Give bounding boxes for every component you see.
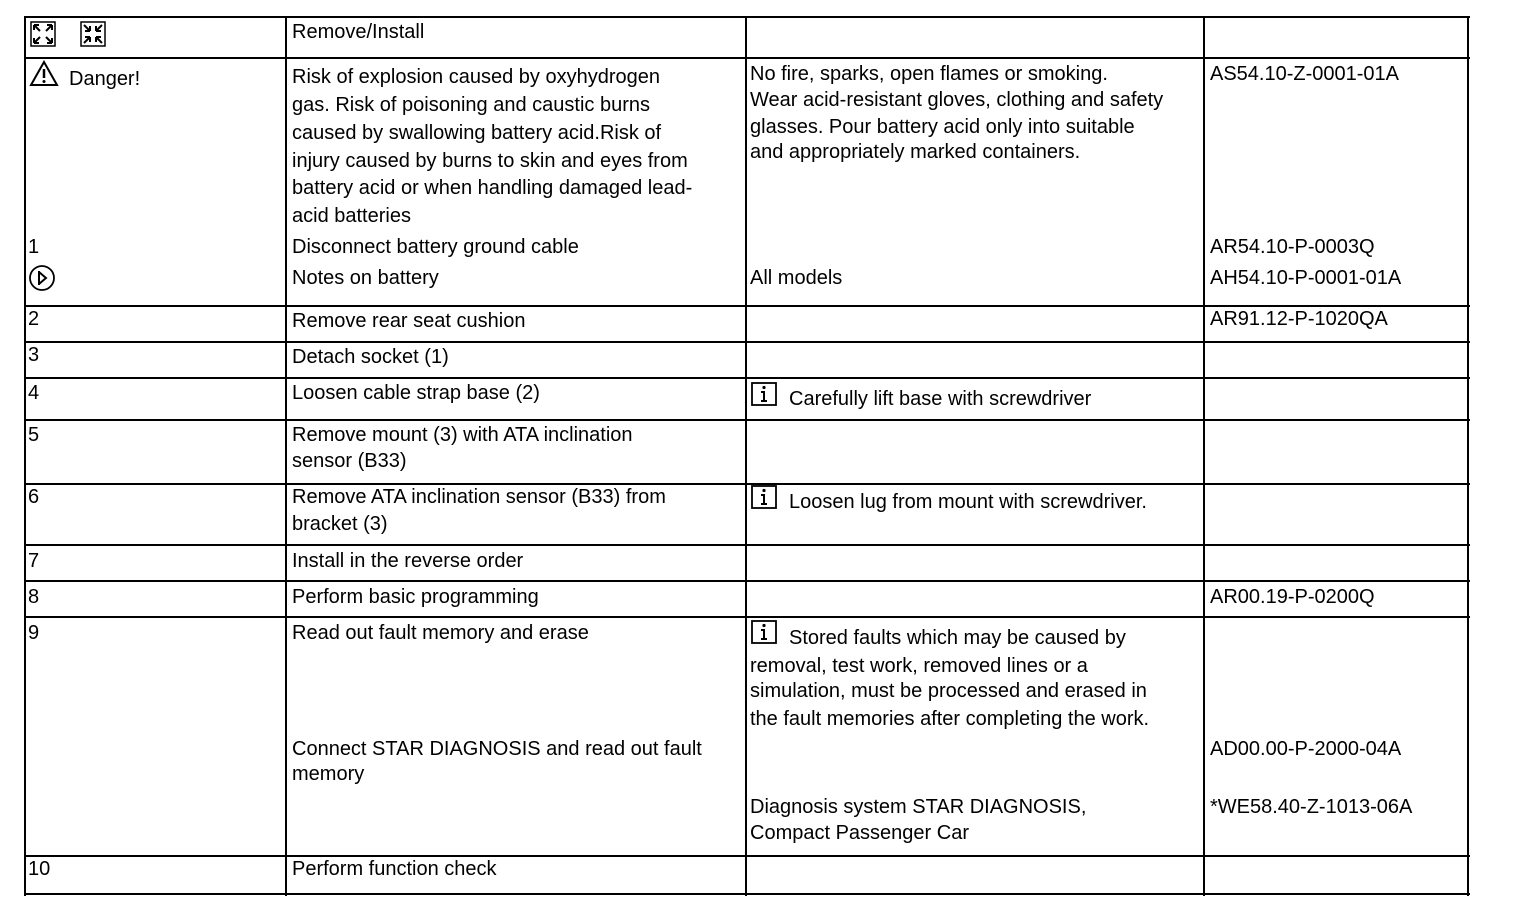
step-action: Detach socket (1) xyxy=(292,346,449,368)
step-action: Remove rear seat cushion xyxy=(292,310,526,332)
procedure-table xyxy=(24,16,1470,896)
step-info-line: removal, test work, removed lines or a xyxy=(750,655,1088,677)
step-number: 8 xyxy=(28,586,40,608)
row-divider xyxy=(24,616,1470,618)
step-action: Perform basic programming xyxy=(292,586,539,608)
column-divider xyxy=(1203,16,1205,896)
step-tool-line: Compact Passenger Car xyxy=(750,822,969,844)
step-sub-action-line: Connect STAR DIAGNOSIS and read out fault xyxy=(292,738,702,760)
notes-icon[interactable] xyxy=(28,264,56,298)
column-divider xyxy=(285,16,287,896)
step-ref-link[interactable]: AR00.19-P-0200Q xyxy=(1210,586,1375,608)
danger-risk-line: caused by swallowing battery acid.Risk of xyxy=(292,122,662,144)
table-border-bottom xyxy=(24,893,1470,895)
step-action-line: Remove ATA inclination sensor (B33) from xyxy=(292,486,666,508)
column-divider xyxy=(745,16,747,896)
table-border-left xyxy=(24,16,26,896)
row-divider xyxy=(24,544,1470,546)
step-number: 2 xyxy=(28,308,40,330)
danger-ref-link[interactable]: AS54.10-Z-0001-01A xyxy=(1210,63,1400,85)
row-divider xyxy=(24,483,1470,485)
step-number: 4 xyxy=(28,382,40,404)
danger-measure-line: glasses. Pour battery acid only into suitable xyxy=(750,116,1135,138)
step-number: 6 xyxy=(28,486,40,508)
warning-triangle-icon xyxy=(29,60,59,93)
danger-risk-line: acid batteries xyxy=(292,205,411,227)
row-divider xyxy=(24,855,1470,857)
danger-risk-line: injury caused by burns to skin and eyes from xyxy=(292,150,688,172)
step-action: Install in the reverse order xyxy=(292,550,524,572)
step-info: Carefully lift base with screwdriver xyxy=(789,388,1092,410)
info-icon xyxy=(751,620,777,650)
step-info-line: Stored faults which may be caused by xyxy=(789,627,1126,649)
step-number: 3 xyxy=(28,344,40,366)
row-divider xyxy=(24,419,1470,421)
step-info-line: simulation, must be processed and erased in xyxy=(750,680,1147,702)
step-action: Disconnect battery ground cable xyxy=(292,236,579,258)
info-icon xyxy=(751,485,777,515)
row-divider xyxy=(24,377,1470,379)
step-action: Loosen cable strap base (2) xyxy=(292,382,540,404)
danger-label: Danger! xyxy=(69,68,141,90)
step-ref-link[interactable]: AD00.00-P-2000-04A xyxy=(1210,738,1402,760)
step-info-line: the fault memories after completing the work. xyxy=(750,708,1150,730)
step-ref-link[interactable]: AR54.10-P-0003Q xyxy=(1210,236,1375,258)
expand-icon[interactable] xyxy=(30,21,56,53)
danger-measure-line: No fire, sparks, open flames or smoking. xyxy=(750,63,1108,85)
step-info: Loosen lug from mount with screwdriver. xyxy=(789,491,1147,513)
step-action: Notes on battery xyxy=(292,267,439,289)
row-divider xyxy=(24,580,1470,582)
step-action: Perform function check xyxy=(292,858,497,880)
step-ref-link[interactable]: AH54.10-P-0001-01A xyxy=(1210,267,1402,289)
step-note: All models xyxy=(750,267,843,289)
danger-risk-line: Risk of explosion caused by oxyhydrogen xyxy=(292,66,660,88)
page-title: Remove/Install xyxy=(292,21,425,43)
step-sub-action-line: memory xyxy=(292,763,365,785)
step-tool-line: Diagnosis system STAR DIAGNOSIS, xyxy=(750,796,1087,818)
danger-risk-line: battery acid or when handling damaged lead- xyxy=(292,177,693,199)
step-action-line: bracket (3) xyxy=(292,513,388,535)
step-number: 9 xyxy=(28,622,40,644)
table-border-right xyxy=(1467,16,1469,896)
row-divider xyxy=(24,341,1470,343)
info-icon xyxy=(751,382,777,412)
step-action-line: sensor (B33) xyxy=(292,450,407,472)
collapse-icon[interactable] xyxy=(80,21,106,53)
danger-measure-line: and appropriately marked containers. xyxy=(750,141,1081,163)
danger-risk-line: gas. Risk of poisoning and caustic burns xyxy=(292,94,650,116)
step-number: 7 xyxy=(28,550,40,572)
step-ref-link[interactable]: AR91.12-P-1020QA xyxy=(1210,308,1388,330)
table-border-top xyxy=(24,16,1470,18)
step-action: Read out fault memory and erase xyxy=(292,622,589,644)
danger-measure-line: Wear acid-resistant gloves, clothing and safety xyxy=(750,89,1164,111)
step-number: 5 xyxy=(28,424,40,446)
step-number: 1 xyxy=(28,236,40,258)
step-action-line: Remove mount (3) with ATA inclination xyxy=(292,424,633,446)
row-divider xyxy=(24,57,1470,59)
step-number: 10 xyxy=(28,858,51,880)
step-ref-link[interactable]: *WE58.40-Z-1013-06A xyxy=(1210,796,1413,818)
